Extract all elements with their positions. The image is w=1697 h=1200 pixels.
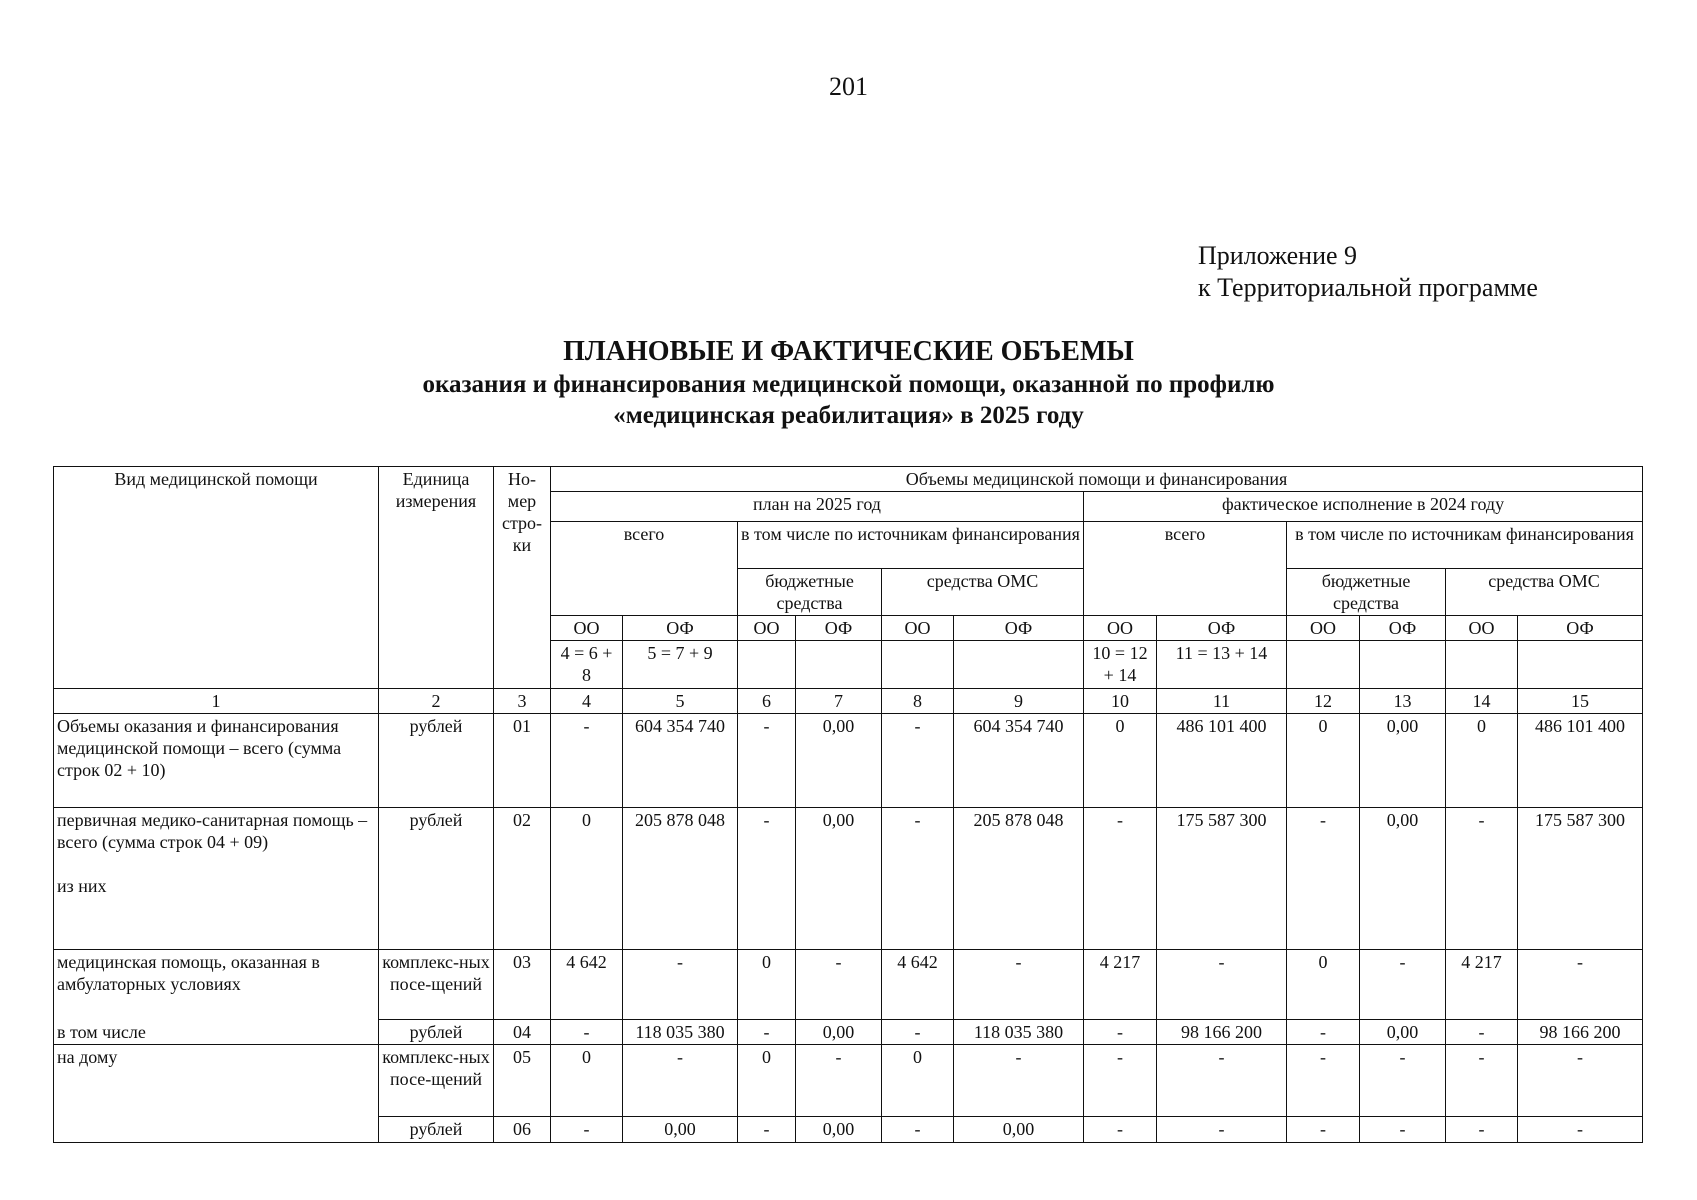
header-fact: фактическое исполнение в 2024 году bbox=[1084, 492, 1643, 522]
cell-value: 98 166 200 bbox=[1518, 1020, 1643, 1045]
appendix-line-2: к Территориальной программе bbox=[1198, 273, 1538, 302]
cell-value: - bbox=[1518, 1117, 1643, 1143]
page-number: 201 bbox=[829, 72, 868, 101]
row-unit: рублей bbox=[379, 1117, 494, 1143]
cell-value: 0,00 bbox=[796, 714, 882, 808]
header-fact-budget: бюджетные средства bbox=[1287, 569, 1446, 616]
cell-value: - bbox=[1360, 950, 1446, 1020]
cell-value: 175 587 300 bbox=[1157, 808, 1287, 950]
cell-value: - bbox=[1157, 1117, 1287, 1143]
cell-value: 4 642 bbox=[551, 950, 623, 1020]
cell-value: 0,00 bbox=[796, 1117, 882, 1143]
row-unit: комплекс-ных посе-щений bbox=[379, 1045, 494, 1117]
cell-value: - bbox=[1157, 1045, 1287, 1117]
col-number: 7 bbox=[796, 689, 882, 714]
col-number: 5 bbox=[623, 689, 738, 714]
col-number: 6 bbox=[738, 689, 796, 714]
col-number: 12 bbox=[1287, 689, 1360, 714]
cell-value: - bbox=[882, 1020, 954, 1045]
appendix-line-1: Приложение 9 bbox=[1198, 241, 1358, 270]
cell-value: - bbox=[1360, 1045, 1446, 1117]
col-number: 15 bbox=[1518, 689, 1643, 714]
header-of: ОФ bbox=[623, 616, 738, 641]
col-number: 2 bbox=[379, 689, 494, 714]
volumes-table bbox=[53, 466, 1643, 1143]
header-oo: ОО bbox=[738, 616, 796, 641]
row-name-cell bbox=[54, 808, 379, 950]
header-of: ОФ bbox=[1518, 616, 1643, 641]
header-row bbox=[54, 467, 1643, 492]
cell-value: - bbox=[882, 808, 954, 950]
table-row bbox=[54, 714, 1643, 808]
cell-value: - bbox=[1518, 950, 1643, 1020]
cell-value: 0,00 bbox=[796, 1020, 882, 1045]
col-number: 10 bbox=[1084, 689, 1157, 714]
header-plan-oms: средства ОМС bbox=[882, 569, 1084, 616]
cell-value: 4 217 bbox=[1084, 950, 1157, 1020]
header-oo: ОО bbox=[1084, 616, 1157, 641]
header-plan: план на 2025 год bbox=[551, 492, 1084, 522]
header-oo: ОО bbox=[882, 616, 954, 641]
cell-value: 205 878 048 bbox=[623, 808, 738, 950]
cell-value: 604 354 740 bbox=[954, 714, 1084, 808]
appendix-note bbox=[1198, 240, 1538, 304]
cell-value: 0 bbox=[738, 1045, 796, 1117]
cell-value: - bbox=[882, 714, 954, 808]
row-number: 03 bbox=[494, 950, 551, 1020]
cell-value: 118 035 380 bbox=[623, 1020, 738, 1045]
document-title bbox=[0, 335, 1697, 431]
header-of: ОФ bbox=[1360, 616, 1446, 641]
cell-value: 98 166 200 bbox=[1157, 1020, 1287, 1045]
row-unit: рублей bbox=[379, 1020, 494, 1045]
cell-value: - bbox=[796, 1045, 882, 1117]
cell-value: 4 642 bbox=[882, 950, 954, 1020]
cell-value: 0 bbox=[551, 808, 623, 950]
title-line-1: ПЛАНОВЫЕ И ФАКТИЧЕСКИЕ ОБЪЕМЫ bbox=[563, 336, 1134, 367]
row-name: в том числе bbox=[54, 1020, 379, 1045]
cell-value: - bbox=[1360, 1117, 1446, 1143]
header-plan-budget: бюджетные средства bbox=[738, 569, 882, 616]
row-unit: рублей bbox=[379, 714, 494, 808]
cell-value: 0,00 bbox=[623, 1117, 738, 1143]
cell-value: - bbox=[1287, 808, 1360, 950]
row-name: первичная медико-санитарная помощь – всего (сумма строк 04 + 09) bbox=[57, 810, 368, 852]
cell-value: - bbox=[1287, 1045, 1360, 1117]
row-name: медицинская помощь, оказанная в амбулаторных условиях bbox=[54, 950, 379, 1020]
cell-value: 486 101 400 bbox=[1518, 714, 1643, 808]
header-volumes: Объемы медицинской помощи и финансирования bbox=[551, 467, 1643, 492]
header-oo: ОО bbox=[1446, 616, 1518, 641]
cell-value: 0,00 bbox=[954, 1117, 1084, 1143]
row-name: Объемы оказания и финансирования медицинской помощи – всего (сумма строк 02 + 10) bbox=[54, 714, 379, 808]
cell-value: 118 035 380 bbox=[954, 1020, 1084, 1045]
row-number: 05 bbox=[494, 1045, 551, 1117]
row-name: на дому bbox=[54, 1045, 379, 1143]
col-number: 1 bbox=[54, 689, 379, 714]
cell-value: - bbox=[1287, 1020, 1360, 1045]
cell-value: 0 bbox=[551, 1045, 623, 1117]
header-oo: ОО bbox=[551, 616, 623, 641]
col-number: 13 bbox=[1360, 689, 1446, 714]
col-number: 11 bbox=[1157, 689, 1287, 714]
col-number: 4 bbox=[551, 689, 623, 714]
header-fact-total: всего bbox=[1084, 522, 1287, 616]
cell-value: 0 bbox=[1084, 714, 1157, 808]
row-number: 02 bbox=[494, 808, 551, 950]
cell-value: - bbox=[551, 1020, 623, 1045]
header-kind: Вид медицинской помощи bbox=[54, 467, 379, 689]
cell-value: - bbox=[1084, 808, 1157, 950]
cell-value: 604 354 740 bbox=[623, 714, 738, 808]
table-row bbox=[54, 1020, 1643, 1045]
cell-value: - bbox=[738, 1117, 796, 1143]
cell-value: 0 bbox=[1446, 714, 1518, 808]
cell-value: 0 bbox=[1287, 714, 1360, 808]
header-fact-by-source: в том числе по источникам финансирования bbox=[1287, 522, 1643, 569]
table-row bbox=[54, 950, 1643, 1020]
cell-value: 0 bbox=[738, 950, 796, 1020]
cell-value: - bbox=[882, 1117, 954, 1143]
formula-col-11: 11 = 13 + 14 bbox=[1157, 641, 1287, 689]
formula-col-10: 10 = 12 + 14 bbox=[1084, 641, 1157, 689]
row-unit: комплекс-ных посе-щений bbox=[379, 950, 494, 1020]
cell-value: 175 587 300 bbox=[1518, 808, 1643, 950]
cell-value: 205 878 048 bbox=[954, 808, 1084, 950]
cell-value: 0,00 bbox=[1360, 808, 1446, 950]
title-line-3: «медицинская реабилитация» в 2025 году bbox=[613, 402, 1084, 429]
header-plan-total: всего bbox=[551, 522, 738, 616]
cell-value: 0,00 bbox=[1360, 1020, 1446, 1045]
cell-value: 0 bbox=[1287, 950, 1360, 1020]
cell-value: 4 217 bbox=[1446, 950, 1518, 1020]
col-number: 8 bbox=[882, 689, 954, 714]
header-unit: Единица измерения bbox=[379, 467, 494, 689]
cell-value: - bbox=[1157, 950, 1287, 1020]
cell-value: - bbox=[1287, 1117, 1360, 1143]
formula-col-4: 4 = 6 + 8 bbox=[551, 641, 623, 689]
cell-value: - bbox=[623, 1045, 738, 1117]
col-number: 14 bbox=[1446, 689, 1518, 714]
cell-value: - bbox=[623, 950, 738, 1020]
column-numbers-row bbox=[54, 689, 1643, 714]
cell-value: - bbox=[551, 714, 623, 808]
cell-value: - bbox=[1446, 1117, 1518, 1143]
row-note: из них bbox=[57, 876, 107, 896]
cell-value: - bbox=[738, 714, 796, 808]
cell-value: - bbox=[796, 950, 882, 1020]
table-row bbox=[54, 808, 1643, 950]
header-plan-by-source: в том числе по источникам финансирования bbox=[738, 522, 1084, 569]
cell-value: 0 bbox=[882, 1045, 954, 1117]
cell-value: - bbox=[1446, 1020, 1518, 1045]
table-row bbox=[54, 1045, 1643, 1117]
row-number: 06 bbox=[494, 1117, 551, 1143]
header-fact-oms: средства ОМС bbox=[1446, 569, 1643, 616]
title-line-2: оказания и финансирования медицинской помощи, оказанной по профилю bbox=[422, 371, 1275, 398]
cell-value: - bbox=[1518, 1045, 1643, 1117]
cell-value: - bbox=[1084, 1045, 1157, 1117]
cell-value: - bbox=[551, 1117, 623, 1143]
header-of: ОФ bbox=[954, 616, 1084, 641]
cell-value: 0,00 bbox=[1360, 714, 1446, 808]
cell-value: - bbox=[738, 808, 796, 950]
row-number: 04 bbox=[494, 1020, 551, 1045]
header-of: ОФ bbox=[1157, 616, 1287, 641]
header-row-no: Но-мер стро-ки bbox=[494, 467, 551, 689]
cell-value: - bbox=[954, 1045, 1084, 1117]
cell-value: - bbox=[738, 1020, 796, 1045]
row-unit: рублей bbox=[379, 808, 494, 950]
col-number: 9 bbox=[954, 689, 1084, 714]
cell-value: 0,00 bbox=[796, 808, 882, 950]
header-of: ОФ bbox=[796, 616, 882, 641]
cell-value: - bbox=[1446, 1045, 1518, 1117]
formula-col-5: 5 = 7 + 9 bbox=[623, 641, 738, 689]
cell-value: 486 101 400 bbox=[1157, 714, 1287, 808]
cell-value: - bbox=[1084, 1117, 1157, 1143]
cell-value: - bbox=[954, 950, 1084, 1020]
cell-value: - bbox=[1446, 808, 1518, 950]
cell-value: - bbox=[1084, 1020, 1157, 1045]
col-number: 3 bbox=[494, 689, 551, 714]
header-oo: ОО bbox=[1287, 616, 1360, 641]
row-number: 01 bbox=[494, 714, 551, 808]
